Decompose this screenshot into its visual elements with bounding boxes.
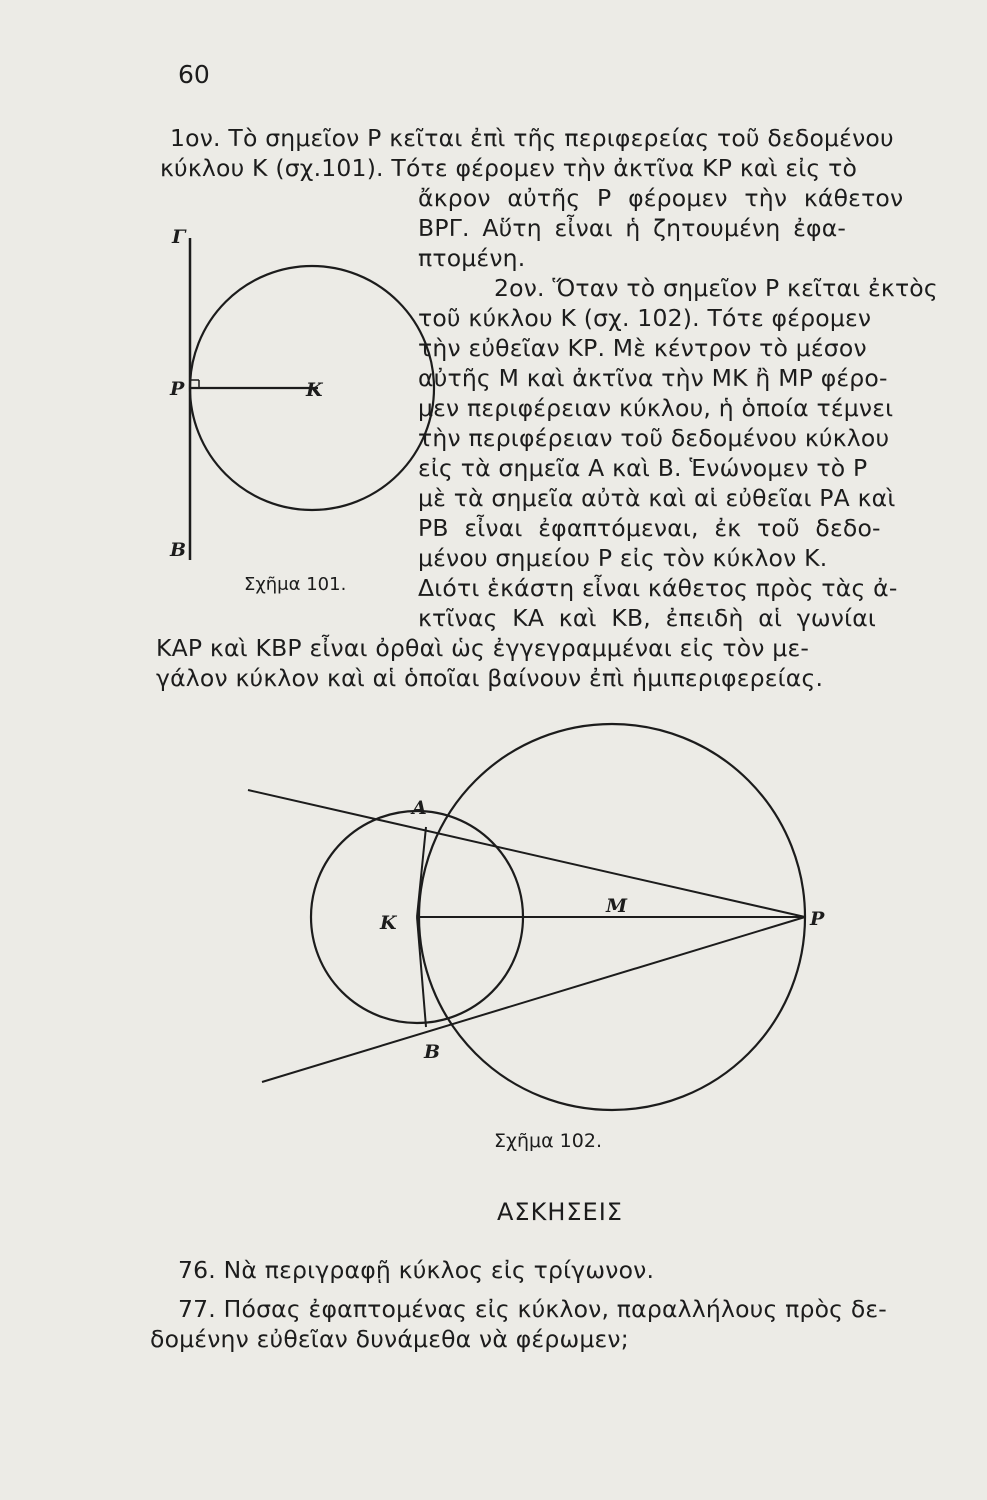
exercise-item: 77. Πόσας ἐφαπτομένας εἰς κύκλον, παραλλήλους πρὸς δε- (178, 1295, 887, 1323)
label-beta: Β (424, 1041, 441, 1063)
figure-101-caption: Σχῆμα 101. (244, 574, 347, 595)
label-mu: Μ (606, 895, 628, 917)
tangent-pb (262, 917, 805, 1082)
text-line: αὐτῆς Μ καὶ ἀκτῖνα τὴν ΜΚ ἢ ΜΡ φέρο- (418, 364, 888, 392)
page-number: 60 (178, 60, 210, 89)
section-heading: ΑΣΚΗΣΕΙΣ (497, 1198, 623, 1226)
label-kappa: Κ (306, 379, 323, 401)
text-line: κύκλου Κ (σχ.101). Τότε φέρομεν τὴν ἀκτῖνα ΚΡ καὶ εἰς τὸ (160, 154, 858, 182)
text-line: 2ον. Ὅταν τὸ σημεῖον Ρ κεῖται ἐκτὸς (494, 274, 938, 302)
label-rho: Ρ (810, 908, 825, 930)
text-line: γάλον κύκλον καὶ αἱ ὁποῖαι βαίνουν ἐπὶ ἡμιπεριφερείας. (156, 664, 824, 692)
text-line: ΒΡΓ. Αὕτη εἶναι ἡ ζητουμένη ἐφα- (418, 214, 847, 242)
radius-kb (417, 917, 426, 1027)
label-kappa: Κ (380, 912, 397, 934)
label-gamma: Γ (172, 226, 186, 248)
text-line: ΡΒ εἶναι ἐφαπτόμεναι, ἐκ τοῦ δεδο- (418, 514, 881, 542)
text-line: τοῦ κύκλου Κ (σχ. 102). Τότε φέρομεν (418, 304, 872, 332)
exercise-item: δομένην εὐθεῖαν δυνάμεθα νὰ φέρωμεν; (150, 1325, 629, 1353)
label-alpha: Α (412, 797, 427, 819)
text-line: τὴν περιφέρειαν τοῦ δεδομένου κύκλου (418, 424, 890, 452)
text-line: πτομένη. (418, 244, 526, 272)
figure-102-caption: Σχῆμα 102. (494, 1130, 602, 1152)
label-rho: Ρ (170, 378, 185, 400)
exercise-item: 76. Νὰ περιγραφῇ κύκλος εἰς τρίγωνον. (178, 1256, 655, 1284)
text-line: κτῖνας ΚΑ καὶ ΚΒ, ἐπειδὴ αἱ γωνίαι (418, 604, 877, 632)
text-line: ΚΑΡ καὶ ΚΒΡ εἶναι ὀρθαὶ ὡς ἐγγεγραμμέναι εἰς τὸν με- (156, 634, 810, 662)
text-line: τὴν εὐθεῖαν ΚΡ. Μὲ κέντρον τὸ μέσον (418, 334, 867, 362)
label-beta: Β (170, 539, 187, 561)
text-line: μένου σημείου Ρ εἰς τὸν κύκλον Κ. (418, 544, 828, 572)
text-line: εἰς τὰ σημεῖα Α καὶ Β. Ἑνώνομεν τὸ Ρ (418, 454, 868, 482)
text-line: μεν περιφέρειαν κύκλου, ἡ ὁποία τέμνει (418, 394, 894, 422)
text-line: μὲ τὰ σημεῖα αὐτὰ καὶ αἱ εὐθεῖαι ΡΑ καὶ (418, 484, 896, 512)
text-line: ἄκρον αὐτῆς Ρ φέρομεν τὴν κάθετον (418, 184, 904, 212)
text-line: 1ον. Τὸ σημεῖον Ρ κεῖται ἐπὶ τῆς περιφερείας τοῦ δεδομένου (170, 124, 894, 152)
text-line: Διότι ἑκάστη εἶναι κάθετος πρὸς τὰς ἀ- (418, 574, 898, 602)
